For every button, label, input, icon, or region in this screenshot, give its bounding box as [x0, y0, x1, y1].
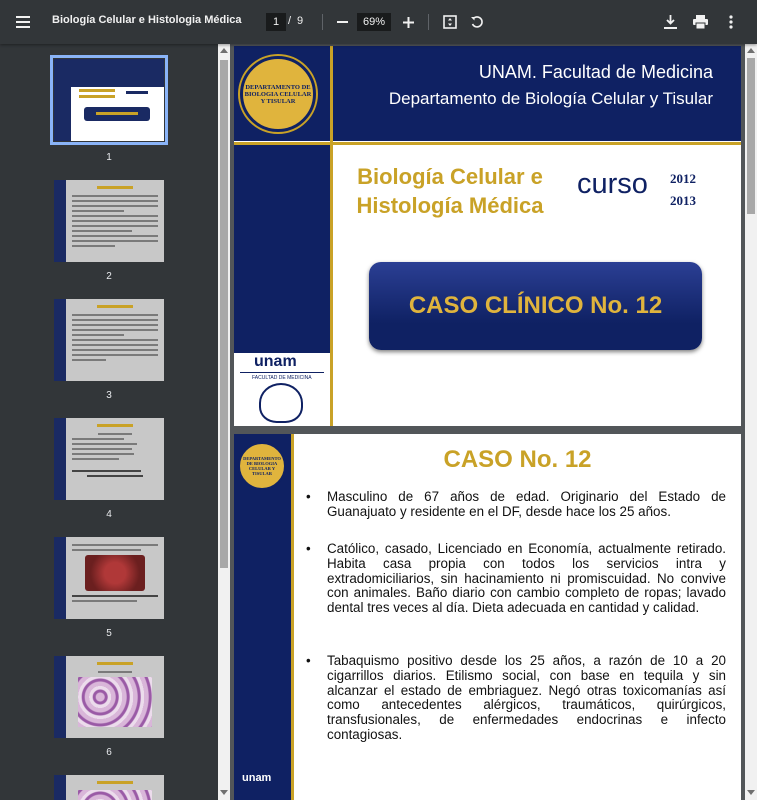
minus-icon	[337, 21, 348, 23]
thumbnail-page-5[interactable]	[54, 537, 164, 619]
pdf-toolbar	[0, 0, 757, 44]
year-start: 2012	[670, 171, 696, 186]
bullet-symbol: •	[306, 653, 311, 668]
bullet-symbol: •	[306, 489, 311, 504]
toolbar-divider	[428, 14, 429, 30]
thumbnail-label: 3	[106, 390, 112, 401]
course-years	[670, 168, 696, 212]
page-separator: /	[288, 15, 292, 27]
viewer-scrollbar-thumb[interactable]	[747, 58, 755, 214]
sidebar-scroll-up-icon[interactable]	[220, 48, 228, 53]
page-number-input[interactable]	[266, 13, 286, 31]
case-title: CASO No. 12	[443, 446, 592, 473]
thumbnail-label: 1	[106, 152, 112, 163]
thumbnail-label: 2	[106, 271, 112, 282]
zoom-out-button[interactable]	[333, 12, 351, 32]
printer-icon	[693, 15, 708, 29]
more-vertical-icon	[729, 15, 733, 29]
case-title-text: CASO CLÍNICO No. 12	[408, 292, 663, 319]
course-title: Biología Celular e Histología Médica	[356, 164, 544, 218]
sidebar-scrollbar-thumb[interactable]	[220, 60, 228, 568]
department-seal-icon	[238, 442, 286, 490]
plus-icon	[403, 17, 414, 28]
case-title-banner	[369, 262, 702, 350]
viewer-scroll-down-icon[interactable]	[747, 790, 755, 795]
faculty-label: FACULTAD DE MEDICINA	[252, 375, 312, 381]
slide-side-band	[234, 145, 330, 353]
download-button[interactable]	[660, 12, 680, 32]
thumbnail-label: 4	[106, 509, 112, 520]
bullet-text: Masculino de 67 años de edad. Originario del Estado de Guanajuato y residente en el DF, desde hace los 25 años.	[327, 489, 726, 519]
rotate-button[interactable]	[467, 12, 487, 32]
thumbnail-page-7[interactable]	[54, 775, 164, 800]
bullet-text: Católico, casado, Licenciado en Economía, actualmente retirado. Habita casa propia con todos los servicios intra y extradomiciliarios, sin hacinamiento ni promiscuidad. No convive con animales. Baño diario con cambio completo de ropas; lavado dental tres veces al día. Dieta adecuada en cantidad y calidad.	[327, 541, 726, 616]
zoom-in-button[interactable]	[399, 12, 417, 32]
bullet-symbol: •	[306, 541, 311, 556]
document-title: Biología Celular e Histologia Médica	[52, 14, 242, 26]
total-pages: 9	[297, 15, 304, 27]
thumbnail-label: 6	[106, 747, 112, 758]
thumbnail-sidebar	[0, 44, 218, 800]
thumbnail-page-2[interactable]	[54, 180, 164, 262]
gold-vertical-divider	[330, 46, 333, 426]
menu-icon[interactable]	[12, 11, 34, 33]
case-bullet	[306, 654, 726, 743]
seal-text: DEPARTAMENTO DE BIOLOGIA CELULAR Y TISULAR	[244, 83, 312, 105]
unam-rule	[240, 372, 324, 373]
document-viewer	[230, 44, 745, 800]
print-button[interactable]	[690, 12, 710, 32]
bullet-text: Tabaquismo positivo desde los 25 años, a razón de 10 a 20 cigarrillos diarios. Etilismo social, con base en tequila y sin alcanzar el estado de embriaguez. Negó otras toxicomanías así como antecedentes alérgicos, traumáticos, quirúrgicos, transfusionales, de enfermedades endocrinas e infecto contagiosas.	[327, 653, 726, 742]
fit-to-page-button[interactable]	[440, 12, 460, 32]
thumbnail-page-4[interactable]	[54, 418, 164, 500]
faculty-crest-icon	[259, 383, 303, 423]
viewer-scroll-up-icon[interactable]	[747, 48, 755, 53]
header-line-2: Departamento de Biología Celular y Tisular	[388, 89, 713, 108]
download-icon	[664, 15, 677, 29]
header-line-1: UNAM. Facultad de Medicina	[478, 62, 713, 82]
unam-logo-text: unam	[242, 772, 272, 784]
seal-text: DEPARTAMENTO DE BIOLOGIA CELULAR Y TISULAR	[243, 456, 281, 476]
curso-label: curso	[577, 168, 648, 200]
pdf-page-1	[234, 46, 741, 426]
zoom-input[interactable]	[357, 13, 391, 31]
department-seal-icon	[240, 56, 316, 132]
thumbnail-label: 5	[106, 628, 112, 639]
year-end: 2013	[670, 193, 696, 208]
thumbnail-page-1[interactable]	[54, 59, 164, 141]
sidebar-scroll-down-icon[interactable]	[220, 790, 228, 795]
toolbar-divider	[322, 14, 323, 30]
case-bullet	[306, 542, 726, 616]
unam-logo-text: unam	[254, 353, 297, 370]
thumbnail-page-6[interactable]	[54, 656, 164, 738]
gold-vertical-divider	[291, 434, 294, 800]
more-options-button[interactable]	[722, 12, 740, 32]
case-bullet	[306, 490, 726, 520]
thumbnail-page-3[interactable]	[54, 299, 164, 381]
fit-page-icon	[443, 15, 457, 29]
pdf-page-2	[234, 434, 741, 800]
rotate-icon	[470, 15, 484, 29]
